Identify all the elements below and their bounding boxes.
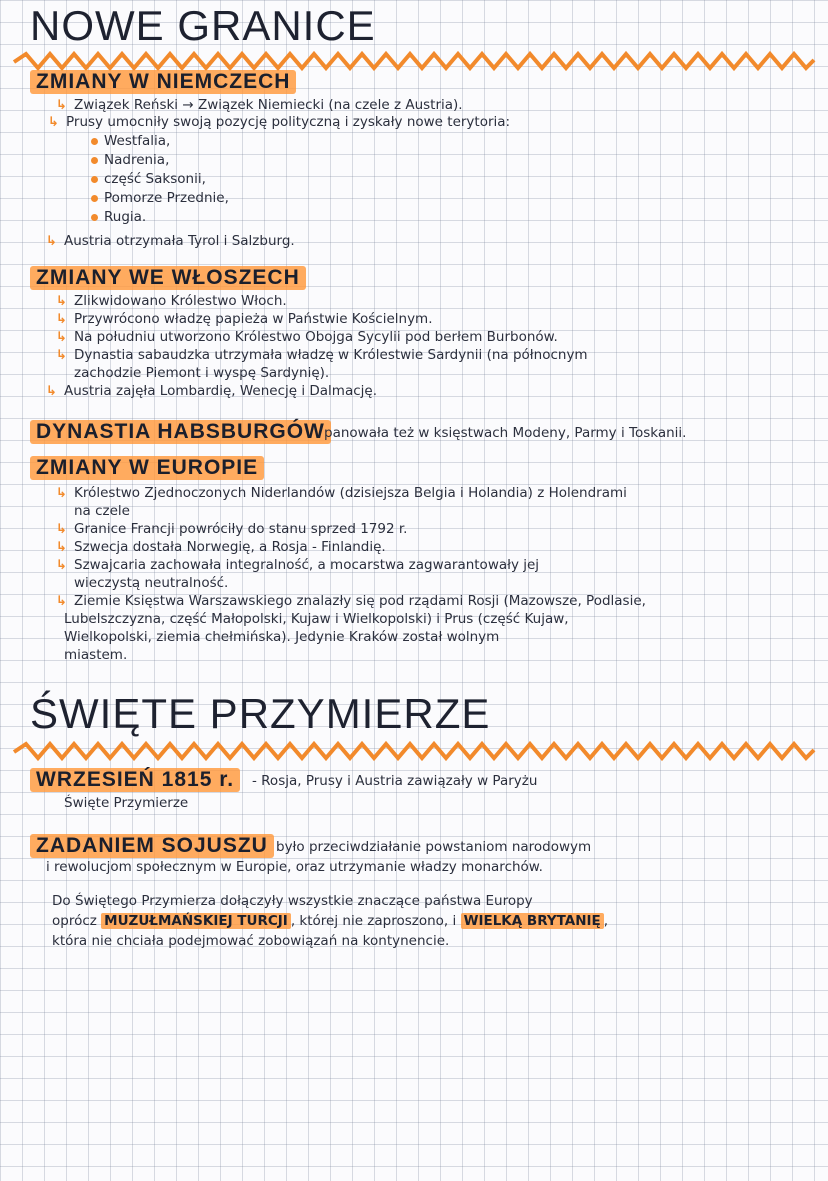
date-heading: WRZESIEŃ 1815 r. bbox=[30, 768, 240, 792]
highlight-britain: WIELKĄ BRYTANIĘ bbox=[461, 913, 604, 929]
list-item-continued: Wielkopolski, ziemia chełmińska). Jedynie Kraków został wolnym bbox=[64, 629, 500, 645]
list-item: Austria otrzymała Tyrol i Salzburg. bbox=[64, 233, 295, 249]
members-text-continued: która nie chciała podejmować zobowiązań na kontynencie. bbox=[52, 933, 450, 949]
section-heading-wlochy: ZMIANY WE WŁOSZECH bbox=[30, 266, 306, 290]
list-item: Związek Reński → Związek Niemiecki (na czele z Austria). bbox=[74, 97, 463, 113]
list-item: Szwajcaria zachowała integralność, a mocarstwa zagwarantowały jej bbox=[74, 557, 540, 573]
arrow-icon: ↳ bbox=[56, 312, 67, 327]
arrow-icon: ↳ bbox=[56, 558, 67, 573]
bullet-dot-icon bbox=[91, 157, 98, 164]
goal-text: było przeciwdziałanie powstaniom narodowym bbox=[276, 839, 592, 855]
territory-item: Westfalia, bbox=[104, 133, 171, 149]
list-item-continued: na czele bbox=[74, 503, 130, 519]
territory-item: część Saksonii, bbox=[104, 171, 206, 187]
list-item-continued: Lubelszczyzna, część Małopolski, Kujaw i Wielkopolski) i Prus (część Kujaw, bbox=[64, 611, 569, 627]
list-item: Austria zajęła Lombardię, Wenecję i Dalmację. bbox=[64, 383, 378, 399]
list-item: Na południu utworzono Królestwo Obojga Sycylii pod berłem Burbonów. bbox=[74, 329, 558, 345]
members-text: Do Świętego Przymierza dołączyły wszystkie znaczące państwa Europy bbox=[52, 893, 533, 909]
bullet-dot-icon bbox=[91, 138, 98, 145]
list-item: Dynastia sabaudzka utrzymała władzę w Królestwie Sardynii (na północnym bbox=[74, 347, 588, 363]
date-text-continued: Święte Przymierze bbox=[64, 795, 189, 811]
list-item: Granice Francji powróciły do stanu sprzed 1792 r. bbox=[74, 521, 408, 537]
list-item: Ziemie Księstwa Warszawskiego znalazły się pod rządami Rosji (Mazowsze, Podlasie, bbox=[74, 593, 646, 609]
list-item: Szwecja dostała Norwegię, a Rosja - Finlandię. bbox=[74, 539, 386, 555]
section-heading-niemcy: ZMIANY W NIEMCZECH bbox=[30, 70, 296, 94]
arrow-icon: ↳ bbox=[56, 540, 67, 555]
zigzag-underline bbox=[0, 740, 828, 764]
territory-item: Pomorze Przednie, bbox=[104, 190, 229, 206]
members-text-line2 bbox=[52, 913, 608, 930]
section-heading-habsburg: DYNASTIA HABSBURGÓW bbox=[30, 420, 331, 444]
arrow-icon: ↳ bbox=[46, 384, 57, 399]
arrow-icon: ↳ bbox=[56, 348, 67, 363]
members-text-part: , bbox=[603, 913, 609, 929]
arrow-icon: ↳ bbox=[56, 98, 67, 113]
members-text-part: , której nie zaproszono, i bbox=[290, 913, 457, 929]
bullet-dot-icon bbox=[91, 176, 98, 183]
page-title: NOWE GRANICE bbox=[30, 2, 376, 49]
arrow-icon: ↳ bbox=[56, 522, 67, 537]
members-text-part: oprócz bbox=[52, 913, 97, 929]
section-heading-europa: ZMIANY W EUROPIE bbox=[30, 456, 264, 480]
list-item: Królestwo Zjednoczonych Niderlandów (dzisiejsza Belgia i Holandia) z Holendrami bbox=[74, 485, 627, 501]
highlight-turkey: MUZUŁMAŃSKIEJ TURCJI bbox=[101, 913, 291, 929]
arrow-icon: ↳ bbox=[56, 486, 67, 501]
bullet-dot-icon bbox=[91, 195, 98, 202]
list-item: Prusy umocniły swoją pozycję polityczną i zyskały nowe terytoria: bbox=[66, 114, 511, 130]
list-item-continued: miastem. bbox=[64, 647, 128, 663]
arrow-icon: ↳ bbox=[56, 594, 67, 609]
goal-heading: ZADANIEM SOJUSZU bbox=[30, 834, 274, 858]
arrow-icon: ↳ bbox=[48, 115, 59, 130]
territory-item: Rugia. bbox=[104, 209, 147, 225]
page-title-2: ŚWIĘTE PRZYMIERZE bbox=[30, 690, 491, 737]
arrow-icon: ↳ bbox=[56, 330, 67, 345]
date-text: - Rosja, Prusy i Austria zawiązały w Paryżu bbox=[252, 773, 538, 789]
list-item-continued: zachodzie Piemont i wyspę Sardynię). bbox=[74, 365, 330, 381]
list-item: Przywrócono władzę papieża w Państwie Kościelnym. bbox=[74, 311, 433, 327]
arrow-icon: ↳ bbox=[46, 234, 57, 249]
territory-item: Nadrenia, bbox=[104, 152, 170, 168]
goal-text-continued: i rewolucjom społecznym w Europie, oraz utrzymanie władzy monarchów. bbox=[46, 859, 543, 875]
list-item: Zlikwidowano Królestwo Włoch. bbox=[74, 293, 287, 309]
arrow-icon: ↳ bbox=[56, 294, 67, 309]
habsburg-text: panowała też w księstwach Modeny, Parmy i Toskanii. bbox=[324, 425, 687, 441]
list-item-continued: wieczystą neutralność. bbox=[74, 575, 229, 591]
bullet-dot-icon bbox=[91, 214, 98, 221]
